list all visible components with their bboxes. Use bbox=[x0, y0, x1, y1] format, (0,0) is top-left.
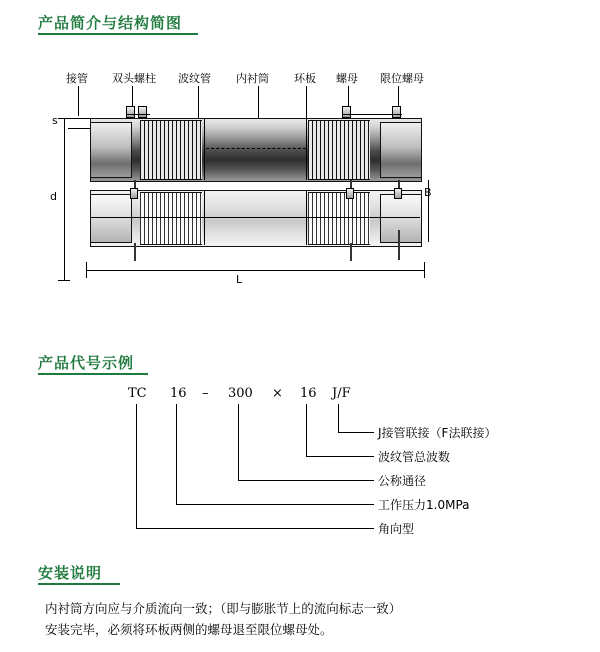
dim-line-d bbox=[64, 118, 65, 280]
liner-dashed-line bbox=[206, 148, 306, 149]
code-token-times: × bbox=[272, 386, 283, 401]
section-underline-install bbox=[38, 583, 120, 585]
install-note-line-2: 安装完毕，必须将环板两侧的螺母退至限位螺母处。 bbox=[45, 622, 333, 637]
dim-tick-l-right bbox=[424, 262, 425, 278]
pipe-left-upper bbox=[90, 122, 132, 178]
callout-label-neichentong: 内衬筒 bbox=[236, 72, 269, 85]
leader-line-5 bbox=[306, 86, 307, 120]
structure-diagram bbox=[50, 70, 510, 300]
code-line-pressure bbox=[176, 404, 177, 504]
nut-limit-lower-right bbox=[394, 188, 402, 199]
code-line-jf bbox=[338, 404, 339, 432]
code-desc-jf: J接管联接（F法联接） bbox=[378, 426, 497, 440]
code-connector-type bbox=[136, 528, 374, 529]
dim-tick-d-top bbox=[58, 118, 70, 119]
code-token-dash: – bbox=[202, 386, 209, 401]
bellows-lower-left bbox=[140, 192, 202, 245]
callout-label-jieguan: 接管 bbox=[66, 72, 88, 85]
tie-rod-lower-left bbox=[134, 243, 136, 261]
tie-rod-lower-right bbox=[350, 243, 352, 261]
dim-line-s2 bbox=[68, 128, 90, 129]
pipe-left-lower bbox=[90, 194, 132, 243]
nut-upper-left-2 bbox=[138, 106, 147, 118]
section-underline-structure bbox=[38, 33, 198, 35]
dimension-label-b: B bbox=[424, 186, 432, 199]
product-code-diagram bbox=[60, 378, 540, 538]
stud-line-upper-left bbox=[126, 114, 150, 115]
code-connector-pressure bbox=[176, 504, 374, 505]
section-underline-code bbox=[38, 373, 148, 375]
callout-label-xianweiluomu: 限位螺母 bbox=[380, 72, 424, 85]
code-desc-pressure: 工作压力1.0MPa bbox=[378, 498, 470, 512]
pipe-right-lower bbox=[380, 194, 422, 243]
dimension-label-s: s bbox=[52, 114, 58, 127]
leader-line-3 bbox=[198, 86, 199, 120]
dimension-label-l: L bbox=[236, 273, 243, 286]
pipe-right-upper bbox=[380, 122, 422, 178]
code-connector-waves bbox=[306, 456, 374, 457]
code-line-type bbox=[136, 404, 137, 528]
callout-label-luomu: 螺母 bbox=[336, 72, 358, 85]
bellows-upper-left bbox=[140, 120, 202, 180]
dimension-label-d: d bbox=[50, 190, 57, 203]
leader-line-7 bbox=[398, 86, 399, 108]
section-title-structure: 产品简介与结构简图 bbox=[38, 14, 183, 32]
code-desc-waves: 波纹管总波数 bbox=[378, 450, 451, 464]
bellows-lower-right bbox=[308, 192, 370, 245]
section-title-install: 安装说明 bbox=[38, 564, 103, 582]
callout-label-bowenguan: 波纹管 bbox=[178, 72, 211, 85]
dim-line-s bbox=[68, 118, 90, 119]
install-note-line-1: 内衬筒方向应与介质流向一致；（即与膨胀节上的流向标志一致） bbox=[45, 601, 402, 616]
bellows-upper-right bbox=[308, 120, 370, 180]
stud-line-upper-right bbox=[342, 114, 402, 115]
nut-lower-left bbox=[130, 188, 138, 199]
code-desc-diameter: 公称通径 bbox=[378, 474, 427, 488]
ring-plate-upper-left bbox=[204, 118, 205, 180]
callout-label-huanban: 环板 bbox=[294, 72, 316, 85]
code-token-16b: 16 bbox=[300, 386, 317, 401]
code-desc-type: 角向型 bbox=[378, 522, 415, 536]
code-token-jf: J/F bbox=[332, 386, 351, 401]
nut-lower-right bbox=[346, 188, 354, 199]
dim-tick-l-left bbox=[86, 262, 87, 278]
ring-plate-lower-left bbox=[204, 190, 205, 245]
install-notes bbox=[45, 598, 565, 640]
code-token-16a: 16 bbox=[170, 386, 187, 401]
nut-limit-upper-right bbox=[392, 106, 401, 118]
code-connector-diameter bbox=[238, 480, 374, 481]
code-line-diameter bbox=[238, 404, 239, 480]
dim-tick-d-bottom bbox=[58, 280, 70, 281]
centerline-lower bbox=[90, 217, 420, 218]
section-title-code: 产品代号示例 bbox=[38, 354, 135, 372]
leader-line-2 bbox=[132, 86, 133, 108]
code-line-waves bbox=[306, 404, 307, 456]
leader-line-1 bbox=[78, 86, 79, 116]
code-connector-jf bbox=[338, 432, 374, 433]
ring-plate-lower-right bbox=[306, 190, 307, 245]
callout-label-shuangtouluozhu: 双头螺柱 bbox=[112, 72, 156, 85]
nut-upper-right bbox=[342, 106, 351, 118]
nut-upper-left bbox=[126, 106, 135, 118]
ring-plate-upper bbox=[306, 118, 307, 180]
dim-line-l bbox=[86, 270, 424, 271]
code-token-300: 300 bbox=[228, 386, 253, 401]
code-token-tc: TC bbox=[128, 386, 147, 401]
tie-rod-lower-limit bbox=[398, 230, 400, 260]
